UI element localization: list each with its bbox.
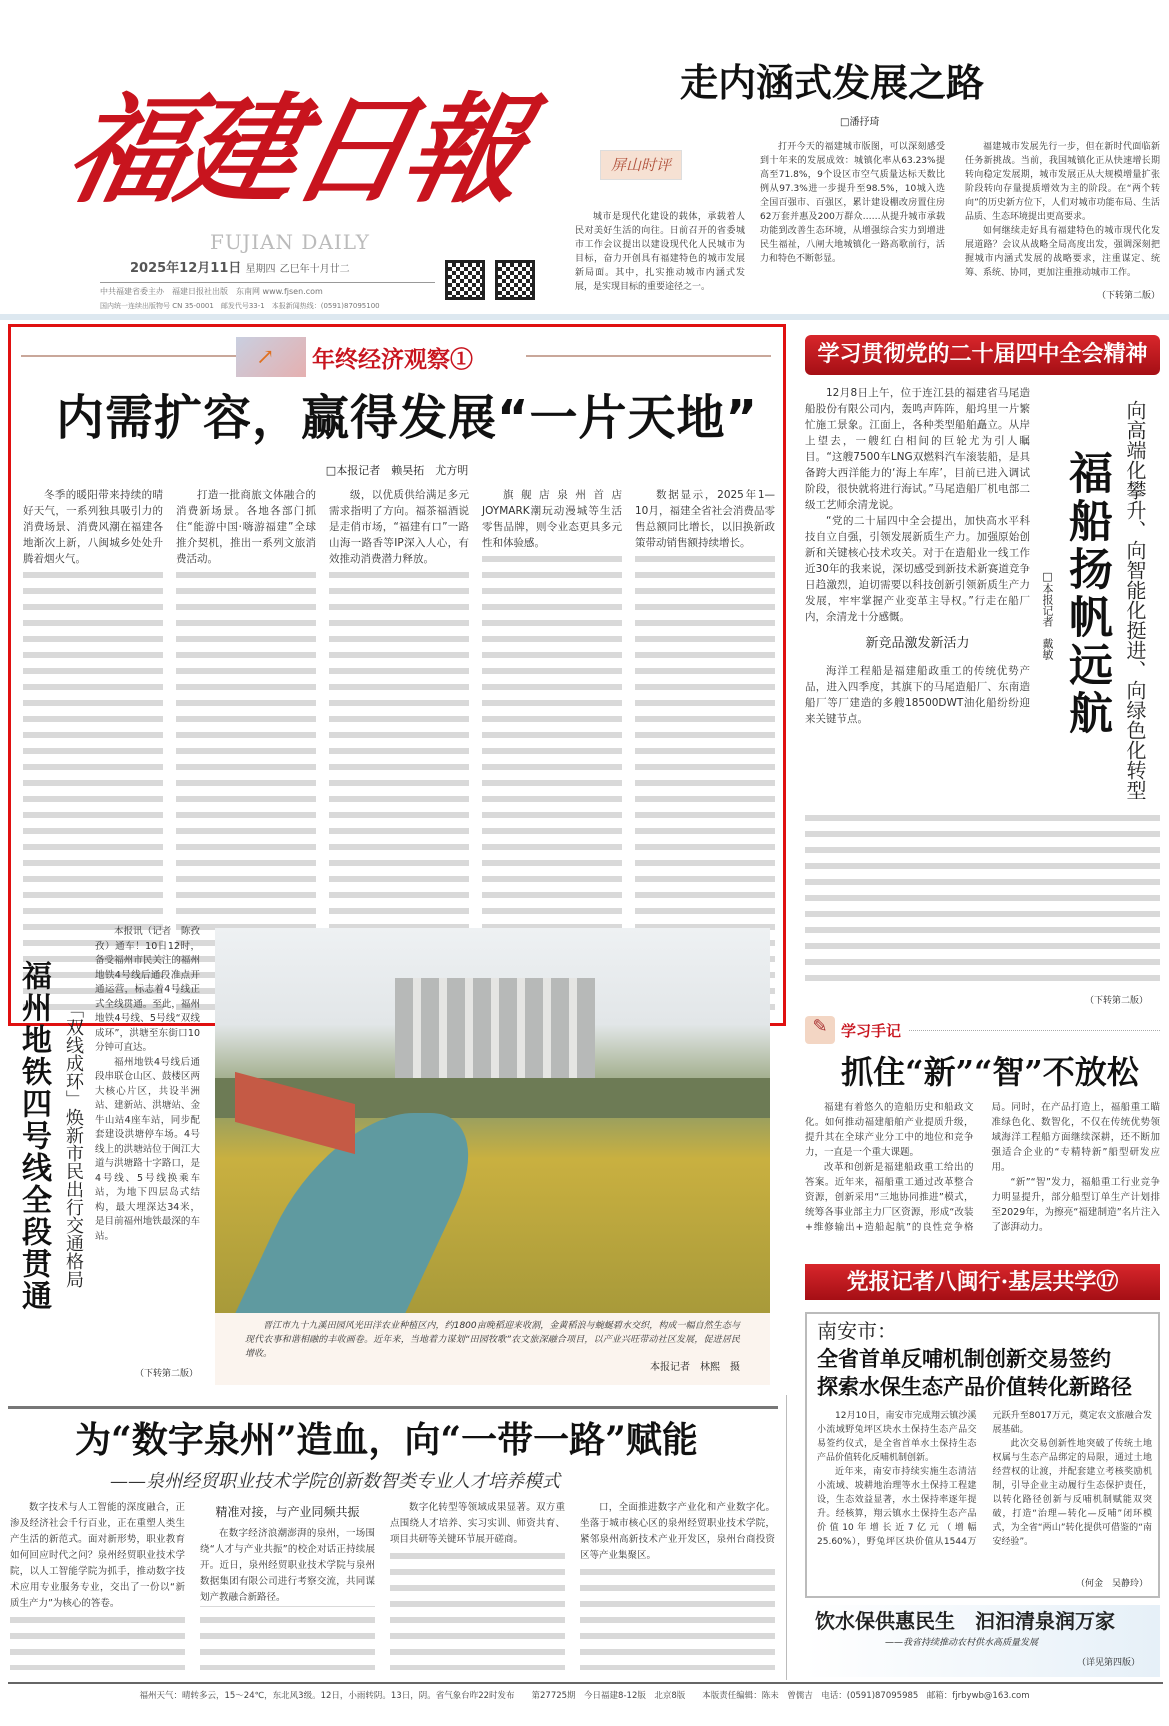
- lead-byline: □本报记者 赖昊拓 尤方明: [325, 464, 469, 477]
- lead-paragraph: 级，以优质供给满足多元需求指明了方向。福茶福酒说是走俏市场，“福建有口”一路山海一路香等IP深入人心，有效推动消费潜力释放。: [329, 489, 469, 565]
- lead-headline: 内需扩容，赢得发展“一片天地”: [56, 390, 759, 446]
- commentary-author: □潘抒琦: [840, 117, 880, 128]
- feature-subtitle: 向高端化攀升、向智能化挺进、向绿色化转型: [1123, 400, 1147, 800]
- weekday: 星期四: [245, 264, 276, 275]
- photo-caption-box: [215, 1313, 770, 1385]
- qr-code-icon: [445, 260, 485, 300]
- qr-code-icon: [495, 260, 535, 300]
- series-banner: [236, 335, 526, 379]
- teaser: [805, 1605, 1160, 1677]
- bottom-paragraph: 在数字经济浪潮澎湃的泉州，一场围绕“人才与产业共振”的校企对话正持续展开。近日，泉州经贸职业技术学院与泉州数据集团有限公司进行考察交流，共同谋划产教融合新路径。: [200, 1526, 375, 1606]
- commentary-article: [575, 60, 1165, 312]
- feature-headline: 福船扬帆远航: [1061, 450, 1112, 738]
- feature-subhead: 新竞品激发新活力: [865, 636, 970, 651]
- field-paragraph: 12月10日，南安市完成翔云镇沙溪小流域野兔坪区块水土保持生态产品交易签约仪式，是全省首单水土保持生态产品价值转化反哺机制创新。: [817, 1411, 977, 1463]
- lead-paragraph: 冬季的暖阳带来持续的晴好天气，一系列独具吸引力的消费场景、消费风潮在福建各地渐次上新，八闽城乡处处升腾着烟火气。: [23, 489, 163, 565]
- field-headline: 探索水保生态产品价值转化新路径: [817, 1374, 1132, 1399]
- teaser-more: （详见第四版）: [1076, 1658, 1140, 1668]
- field-banner: 党报记者八闽行·基层共学⑰: [805, 1264, 1160, 1300]
- feature-banner: 学习贯彻党的二十届四中全会精神: [805, 335, 1160, 375]
- bottom-paragraph: 数字化转型等领域成果显著。双方重点围绕人才培养、实习实训、师资共育、项目共研等关键环节展开磋商。: [390, 1500, 565, 1548]
- buildings: [395, 978, 595, 1088]
- column-tag: 屏山时评: [600, 150, 682, 180]
- bottom-paragraph: 数字技术与人工智能的深度融合，正渗及经济社会千行百业，正在重塑人类生产生活的新范式。面对新形势，职业教育如何回应时代之问？泉州经贸职业技术学院，以人工智能学院为抓手，推动数字技术应用专业服务专业，交出了一份以“新质生产力”为核心的答卷。: [10, 1500, 185, 1612]
- continued-note: （下转第二版）: [135, 1369, 199, 1379]
- field-headline: 全省首单反哺机制创新交易签约: [817, 1346, 1111, 1371]
- notes-paragraph: “新”“智”发力，福船重工行业竞争力明显提升，部分船型订单生产计划排至2029年，为擦亮“福建制造”名片注入了澎湃动力。: [991, 1177, 1160, 1233]
- footer-divider: [8, 1682, 1163, 1684]
- bottom-subtitle: ——泉州经贸职业技术学院创新数智类专业人才培养模式: [110, 1471, 560, 1492]
- masthead: [40, 60, 560, 320]
- chart-arrow-icon: ↗: [236, 337, 306, 377]
- field-box: [805, 1312, 1160, 1598]
- pen-icon: ✎: [805, 1016, 835, 1044]
- photo-caption: 晋江市九十九溪田园风光田洋农业种植区内，约1800亩晚稻迎来收割，金黄稻浪与蜿蜒碧水交织，构成一幅自然生态与现代农事和谐相融的丰收画卷。近年来，当地着力谋划“田园牧歌”农文旅深融合项目，以产业兴旺带动社区发展，促进居民增收。: [245, 1321, 740, 1359]
- notes-paragraph: 福建有着悠久的造船历史和船政文化。如何推动福建船舶产业提质升级，提升其在全球产业分工中的地位和竞争力，一直是一个重大课题。: [805, 1102, 974, 1158]
- lead-article: [8, 324, 786, 1026]
- codes-line: 国内统一连续出版物号 CN 35-0001 邮发代号33-1 本报新闻热线：(0591)87095100: [100, 302, 380, 310]
- notes-headline: 抓住“新”“智”不放松: [841, 1053, 1139, 1091]
- commentary-title: 走内涵式发展之路: [680, 60, 985, 105]
- continued-note: （下转第二版）: [1096, 291, 1160, 301]
- metro-paragraph: 本报讯（记者 陈孜孜）通车！10日12时，备受福州市民关注的福州地铁4号线后通段准点开通运营，标志着4号线正式全线贯通。至此，福州地铁4号线、5号线“双线成环”，洪塘至东街口10分钟可直达。: [95, 926, 200, 1053]
- issue-date: [130, 260, 350, 279]
- field-place: 南安市：: [817, 1319, 897, 1343]
- feature-paragraph: “党的二十届四中全会提出，加快高水平科技自立自强，引领发展新质生产力。加强原始创新和关键核心技术攻关。对于在造船业一线工作近30年的我来说，深切感受到新技术新赛道竞争日趋激烈，迫切需要以科技创新引领新质生产力发展，牢牢掌握产业变革主导权。”行走在船厂内，余清龙十分感慨。: [805, 515, 1030, 623]
- newspaper-logo: 福建日報: [55, 80, 533, 219]
- metro-headline: 福州地铁四号线全段贯通: [16, 960, 51, 1312]
- lunar-date: 乙巳年十月廿二: [279, 264, 350, 275]
- photo-credit: 本报记者 林熙 摄: [650, 1362, 740, 1373]
- divider: [786, 1395, 787, 1680]
- commentary-paragraph: 福建城市发展先行一步，但在新时代面临新任务新挑战。当前，我国城镇化正从快速增长期转向稳定发展期，城市发展正从大规模增量扩张阶段转向存量提质增效为主的阶段。在“两个转向”的历史新方位下，人们对城市功能布局、生活品质、生态环境提出更高要求。: [965, 142, 1160, 222]
- news-photo: [215, 928, 770, 1313]
- field-paragraph: 近年来，南安市持续实施生态清洁小流域、坡耕地治理等水土保持工程建设，生态效益显著，水土保持率逐年提升。经核算，翔云镇水土保持生态产品价值10年增长近7亿元（增幅25.60%），野兔坪区块价值从1544万元跃升至8017万元，奠定农文旅融合发展基础。: [817, 1411, 1152, 1547]
- bottom-subhead: 精准对接，与产业同频共振: [200, 1500, 375, 1526]
- continued-note: （下转第二版）: [1085, 996, 1149, 1006]
- logo-english: FUJIAN DAILY: [210, 230, 370, 254]
- commentary-paragraph: 打开今天的福建城市版图，可以深刻感受到十年来的发展成效：城镇化率从63.23%提高至71.8%，9个设区市空气质量达标天数比例从97.3%进一步提升至98.5%，10城入选全国百强市、百强区，累计建设棚改房置住房62万套并惠及200万群众……从提升城市承载功能到改善生态环境，从增强综合实力到增进民生福祉，八闸大地城镇化一路高歌前行，活力和特色不断彰显。: [760, 142, 945, 264]
- bottom-headline: 为“数字泉州”造血，向“一带一路”赋能: [75, 1419, 698, 1461]
- teaser-subtitle: ——我省持续推动农村供水高质量发展: [885, 1638, 1039, 1648]
- metro-paragraph: 福州地铁4号线后通段串联仓山区、鼓楼区两大核心片区，共设半洲站、建新站、洪塘站、金牛山站4座车站，同步配套建设洪塘停车场。4号线上的洪塘站位于闽江大道与洪塘路十字路口，是4号线、5号线换乘车站，为地下四层岛式结构，最大埋深达34米，是目前福州地铁最深的车站。: [95, 1056, 200, 1242]
- bottom-paragraph: 口，全面推进数字产业化和产业数字化。坐落于城市核心区的泉州经贸职业技术学院，紧邻泉州高新技术产业开发区，泉州台商投资区等产业集聚区。: [580, 1500, 775, 1564]
- field-paragraph: 此次交易创新性地突破了传统土地权属与生态产品绑定的局限，通过土地经营权的让渡，并配套建立考核奖励机制，引导企业主动履行生态保护责任，以转化路径创新与反哺机制赋能双突破，打造“治理—转化—反哺”闭环模式，为全省“两山”转化提供可借鉴的“南安经验”。: [992, 1439, 1152, 1547]
- notes-tag-label: 学习手记: [841, 1021, 902, 1040]
- date: 2025年12月11日: [130, 261, 242, 276]
- divider: [8, 1406, 778, 1409]
- lead-paragraph: 旗舰店泉州首店JOYMARK潮玩动漫城等生活零售品牌，则令业态更具多元性和体验感。: [482, 489, 622, 549]
- lead-paragraph: 数据显示，2025年1—10月，福建全省社会消费品零售总额同比增长，以旧换新政策带动销售额持续增长。: [635, 489, 775, 549]
- feature-byline: □本报记者 戴敏: [1041, 570, 1054, 660]
- lead-paragraph: 打造一批商旅文体融合的消费新场景。各地各部门抓住“能游中国·嗨游福建”全球推介契机，推出一系列文旅消费活动。: [176, 489, 316, 565]
- masthead-separator: [0, 314, 1169, 320]
- divider: [100, 282, 435, 283]
- field-credit: （何金 吴静玲）: [1075, 1579, 1148, 1589]
- feature-paragraph: 海洋工程船是福建船政重工的传统优势产品，进入四季度，其旗下的马尾造船厂、东南造船厂等厂建造的多艘18500DWT油化船纷纷迎来关键节点。: [805, 665, 1030, 725]
- series-title: 年终经济观察①: [312, 345, 473, 373]
- notes-paragraph: 改革和创新是福建船政重工给出的答案。近年来，福船重工通过改革整合资源，创新采用“三地协同推进”模式，统筹各事业部主力厂区资源，形成“改装+维修输出+造船起航”的良性竞争格局。同时，在产品打造上，福船重工瞄准绿色化、数智化，不仅在传统优势领域海洋工程船方面继续深耕，还不断加强适合企业的“专精特新”船型研发应用。: [805, 1102, 1160, 1233]
- feature-paragraph: 12月8日上午，位于连江县的福建省马尾造船股份有限公司内，轰鸣声阵阵，船坞里一片繁忙施工景象。江面上，各种类型船舶矗立。从岸上望去，一艘红白相间的巨轮尤为引人瞩目。“这艘7500车LNG双燃料汽车滚装船，是具备跨大西洋能力的‘海上车库’，目前已进入调试阶段，很快就将进行海试。”马尾造船厂机电部二级工艺师余清龙说。: [805, 387, 1030, 511]
- metro-subtitle: 「双线成环」焕新市民出行交通格局: [63, 1000, 84, 1288]
- commentary-paragraph: 城市是现代化建设的载体，承载着人民对美好生活的向往。日前召开的省委城市工作会议提出以建设现代化人民城市为目标，奋力开创具有福建特色的城市发展新局面。其中，扎实推动城市内涵式发展，是实现目标的重要途径之一。: [575, 212, 745, 292]
- footer-info: 福州天气：晴转多云，15～24℃，东北风3级。12日，小雨转阴。13日，阴。省气象台昨22时发布 第27725期 今日福建8-12版 北京8版 本版责任编辑：陈未 曾儒吉 电话：(0591)87095985 邮箱：fjrbywb@163.com: [139, 1691, 1030, 1701]
- publisher-line: 中共福建省委主办 福建日报社出版 东南网 www.fjsen.com: [100, 287, 323, 296]
- commentary-paragraph: 如何继续走好具有福建特色的城市现代化发展道路？会议从战略全局高度出发，强调深刻把握城市内涵式发展的战略要求，注重谋定、统筹、系统、协同，更加注重推动城市工作。: [965, 226, 1160, 278]
- notes-tag: [805, 1016, 1160, 1044]
- river: [221, 1113, 498, 1313]
- teaser-headline: 饮水保供惠民生 汩汩清泉润万家: [815, 1609, 1115, 1633]
